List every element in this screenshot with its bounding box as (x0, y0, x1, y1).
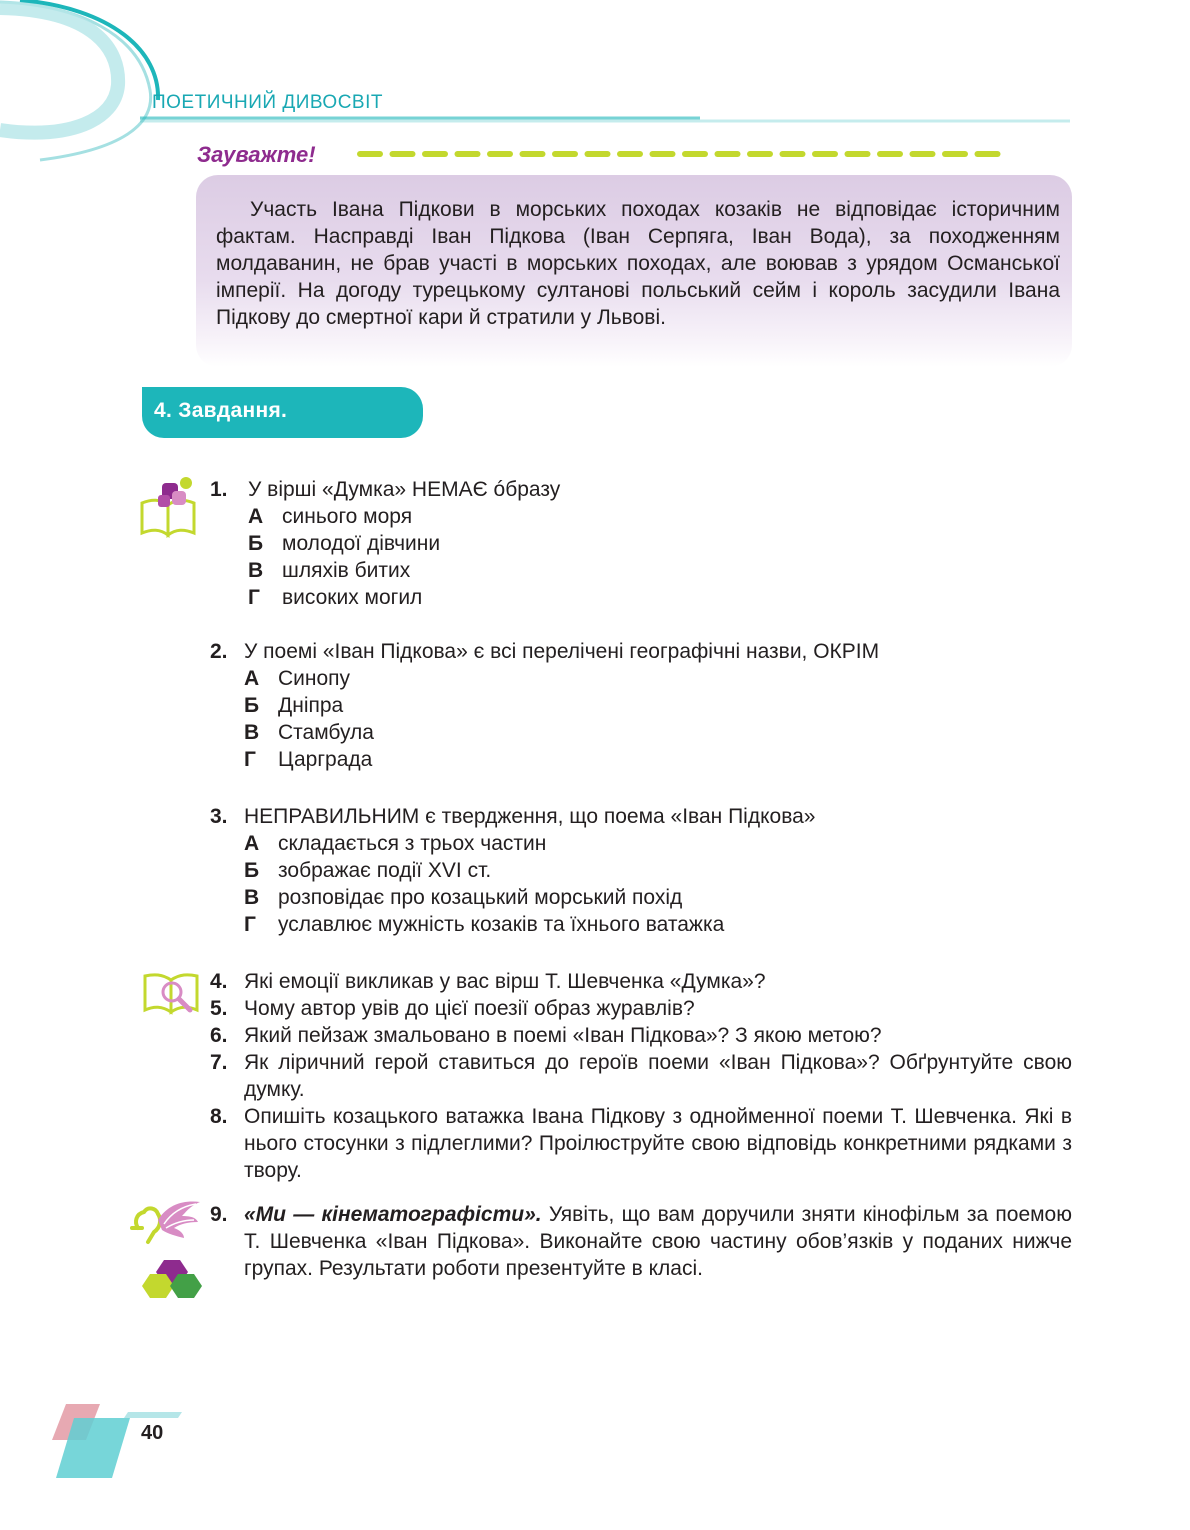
divider-dash (520, 151, 546, 157)
question-text: Чому автор увів до цієї поезії образ журавлів? (244, 997, 695, 1020)
divider-dash (422, 151, 448, 157)
section-title: ПОЕТИЧНИЙ ДИВОСВІТ (152, 92, 383, 113)
question-text: Як ліричний герой ставиться до героїв поеми «Іван Підкова»? Обґрунтуйте свою думку. (244, 1051, 1072, 1101)
question-1 (210, 476, 1072, 611)
question-number: 1. (210, 478, 228, 501)
question-number: 4. (210, 970, 228, 993)
question-3 (210, 803, 1072, 938)
option-d[interactable] (244, 911, 724, 938)
question-number: 7. (210, 1051, 228, 1074)
option-text: Синопу (278, 667, 351, 690)
note-dashed-divider (355, 148, 1015, 162)
option-text: високих могил (282, 586, 423, 609)
option-letter: Г (248, 586, 260, 609)
divider-dash (487, 151, 513, 157)
option-letter: А (244, 832, 260, 855)
task-header (142, 387, 423, 438)
option-text: розповідає про козацький морський похід (278, 886, 683, 909)
divider-dash (715, 151, 741, 157)
note-label: Зауважте! (197, 142, 316, 167)
divider-dash (747, 151, 773, 157)
option-text: синього моря (282, 505, 413, 528)
divider-dash (390, 151, 416, 157)
note-paragraph: Участь Івана Підкови в морських походах козаків не відповідає історичним фактам. Насправді Іван Підкова (Іван Серпяга, Іван Вода), за походженням молдаванин, не брав участі в морських походах, але воював з урядом Османської імперії. На догоду турецькому султанові польський сейм і король засудили Івана Підкову до смертної кари й стратили у Львові. (216, 198, 1060, 329)
option-b[interactable] (244, 857, 491, 884)
pegasus-icon (128, 1198, 202, 1250)
task-title: 4. Завдання. (154, 399, 288, 422)
question-stem: НЕПРАВИЛЬНИМ є твердження, що поема «Іван Підкова» (244, 805, 816, 828)
question-text: Який пейзаж змальовано в поемі «Іван Підкова»? З якою метою? (244, 1024, 882, 1047)
option-a[interactable] (248, 503, 412, 530)
option-text: молодої дівчини (282, 532, 441, 555)
option-b[interactable] (248, 530, 440, 557)
option-text: складається з трьох частин (278, 832, 547, 855)
option-text: Царграда (278, 748, 373, 771)
question-text (244, 1201, 1072, 1282)
option-letter: А (248, 505, 264, 528)
option-text: зображає події XVI ст. (278, 859, 492, 882)
divider-dash (552, 151, 578, 157)
question-number: 9. (210, 1203, 228, 1226)
divider-dash (455, 151, 481, 157)
question-5 (210, 995, 1072, 1022)
question-number: 6. (210, 1024, 228, 1047)
book-magnifier-icon (142, 970, 204, 1018)
option-letter: Б (244, 694, 260, 717)
question-6 (210, 1022, 1072, 1049)
divider-dash (780, 151, 806, 157)
option-a[interactable] (244, 665, 350, 692)
page-number: 40 (141, 1422, 164, 1444)
hexagon-group-icon (140, 1258, 204, 1300)
option-letter: Б (244, 859, 260, 882)
question-stem: У поемі «Іван Підкова» є всі перелічені географічні назви, ОКРІМ (244, 640, 880, 663)
divider-dash (617, 151, 643, 157)
question-text: Які емоції викликав у вас вірш Т. Шевченка «Думка»? (244, 970, 766, 993)
option-text: уславлює мужність козаків та їхнього ватажка (278, 913, 725, 936)
question-number: 8. (210, 1105, 228, 1128)
option-text: шляхів битих (282, 559, 411, 582)
option-letter: Б (248, 532, 264, 555)
divider-dash (812, 151, 838, 157)
option-text: Дніпра (278, 694, 344, 717)
task-lead: «Ми — кінематографісти». (244, 1203, 542, 1226)
divider-dash (585, 151, 611, 157)
question-text: Опишіть козацького ватажка Івана Підкову з однойменної поеми Т. Шевченка. Які в нього стосунки з підлеглими? Проілюструйте свою відповідь конкретними рядками з твору. (244, 1105, 1072, 1182)
note-text (216, 196, 1060, 331)
option-d[interactable] (248, 584, 422, 611)
divider-dash (877, 151, 903, 157)
question-number: 3. (210, 805, 228, 828)
option-letter: В (248, 559, 264, 582)
option-text: Стамбула (278, 721, 374, 744)
test-book-icon (138, 475, 200, 539)
option-letter: А (244, 667, 260, 690)
option-a[interactable] (244, 830, 546, 857)
divider-dash (910, 151, 936, 157)
question-2 (210, 638, 1072, 773)
divider-dash (357, 151, 383, 157)
option-letter: В (244, 721, 260, 744)
question-4 (210, 968, 1072, 995)
question-7 (210, 1049, 1072, 1103)
divider-dash (845, 151, 871, 157)
option-d[interactable] (244, 746, 372, 773)
option-c[interactable] (244, 884, 682, 911)
divider-dash (975, 151, 1001, 157)
option-c[interactable] (248, 557, 410, 584)
option-letter: Г (244, 913, 256, 936)
question-stem: У вірші «Думка» НЕМАЄ óбразу (248, 478, 561, 501)
divider-dash (650, 151, 676, 157)
option-letter: Г (244, 748, 256, 771)
divider-dash (682, 151, 708, 157)
option-b[interactable] (244, 692, 343, 719)
question-number: 2. (210, 640, 228, 663)
question-9 (210, 1201, 1072, 1282)
question-number: 5. (210, 997, 228, 1020)
option-c[interactable] (244, 719, 374, 746)
footer-decoration (48, 1400, 188, 1480)
question-8 (210, 1103, 1072, 1184)
option-letter: В (244, 886, 260, 909)
divider-dash (942, 151, 968, 157)
task-description: Уявіть, що вам доручили зняти кінофільм за поемою Т. Шевченка «Іван Підкова». Виконайте свою частину обов’язків у поданих нижче групах. Результати роботи презентуйте в класі. (244, 1203, 1072, 1280)
